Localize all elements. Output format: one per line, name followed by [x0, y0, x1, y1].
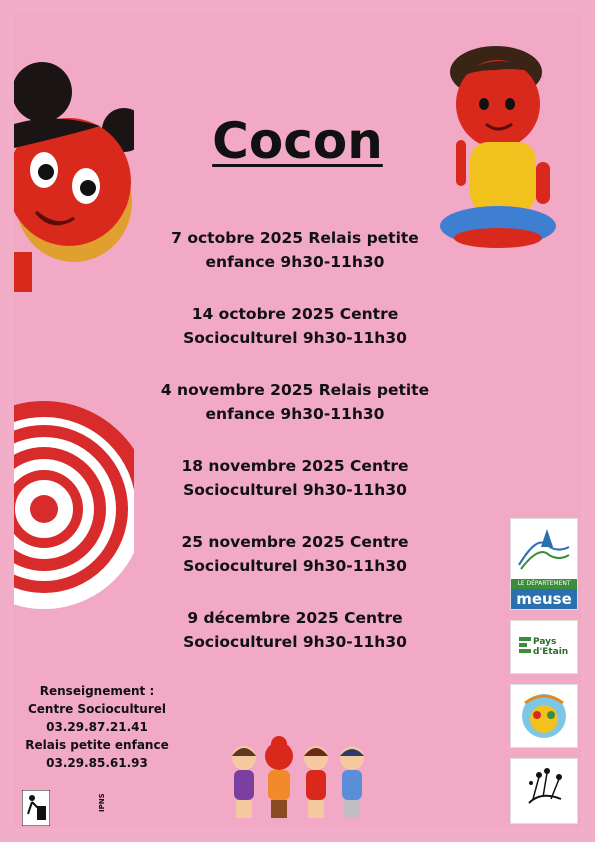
- flower-logo: [510, 758, 578, 824]
- centre-phone: 03.29.87.21.41: [46, 720, 148, 734]
- trash-icon: [22, 790, 50, 826]
- contact-info: [14, 682, 180, 772]
- event-list: [140, 226, 450, 682]
- kids-illustration: [224, 736, 374, 826]
- circle-badge-icon: [519, 689, 569, 743]
- centre-label: Centre Socioculturel: [27, 702, 167, 716]
- page-title: [0, 112, 595, 170]
- flower-icon: [521, 763, 567, 809]
- relais-phone: 03.29.85.61.93: [46, 756, 148, 770]
- meuse-emblem-icon: [517, 525, 571, 573]
- meuse-small-label: LE DÉPARTEMENT: [511, 579, 577, 589]
- contact-heading: Renseignement :: [39, 684, 155, 698]
- ipns-label: IPNS: [98, 793, 106, 812]
- page-title-text: Cocon: [212, 112, 383, 170]
- pays-emblem-icon: [519, 637, 531, 653]
- event-item: 25 novembre 2025 Centre Socioculturel 9h30-11h30: [181, 533, 409, 575]
- event-item: 18 novembre 2025 Centre Socioculturel 9h30-11h30: [181, 457, 409, 499]
- meuse-logo: [510, 518, 578, 610]
- event-item: 9 décembre 2025 Centre Socioculturel 9h30-11h30: [183, 609, 407, 651]
- relais-label: Relais petite enfance: [25, 738, 169, 752]
- meuse-band: [511, 579, 577, 609]
- lollipop-illustration: [14, 389, 134, 629]
- event-item: 7 octobre 2025 Relais petite enfance 9h30-11h30: [171, 229, 419, 271]
- pays-text: Pays d'Etain: [533, 637, 569, 657]
- circle-logo: [510, 684, 578, 748]
- event-item: 14 octobre 2025 Centre Socioculturel 9h30-11h30: [183, 305, 407, 347]
- event-item: 4 novembre 2025 Relais petite enfance 9h30-11h30: [160, 381, 430, 423]
- girl-illustration: [14, 52, 134, 292]
- meuse-word: meuse: [516, 590, 572, 608]
- pays-etain-logo: [510, 620, 578, 674]
